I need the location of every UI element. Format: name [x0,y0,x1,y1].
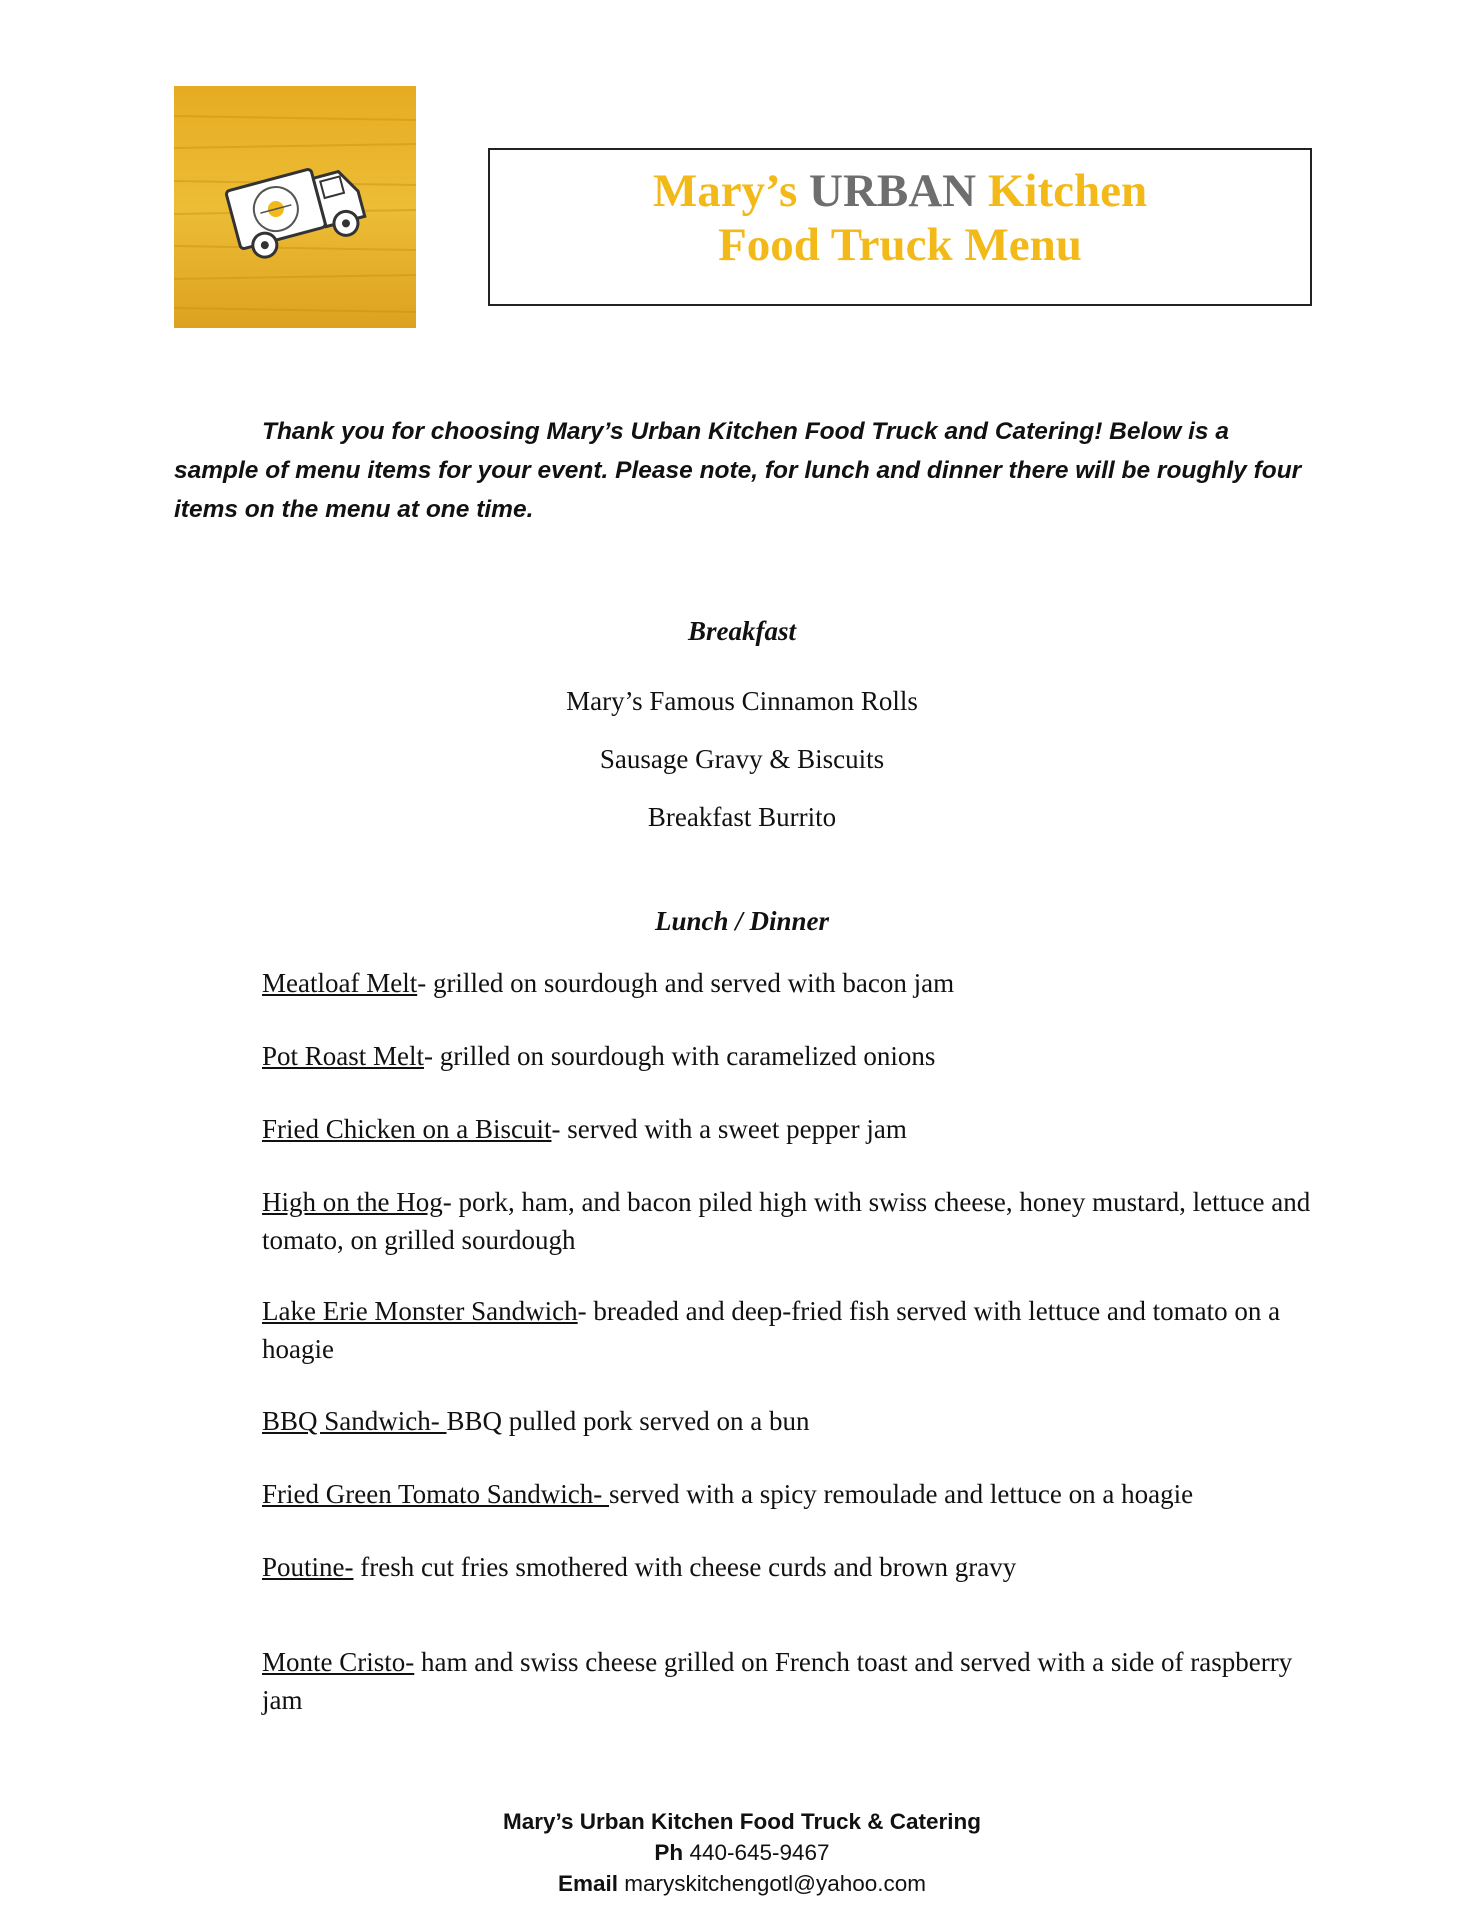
food-truck-icon [174,86,416,328]
menu-item-fried-green-tomato [262,1475,1322,1513]
footer-email-line [0,1868,1484,1899]
breakfast-item: Mary’s Famous Cinnamon Rolls [566,686,918,716]
menu-item-fried-chicken [262,1110,1322,1148]
footer-phone-label: Ph [654,1840,684,1865]
menu-item-name: Fried Green Tomato Sandwich- [262,1479,610,1509]
menu-item-desc: served with a spicy remoulade and lettuce on a hoagie [609,1479,1194,1509]
menu-item-bbq-sandwich [262,1402,1322,1440]
menu-item-monte-cristo [262,1643,1322,1719]
footer [0,1806,1484,1899]
menu-item-name: High on the Hog [262,1187,443,1217]
menu-item-name: Monte Cristo- [262,1647,415,1677]
logo [174,86,416,328]
menu-item-desc: - breaded and deep-fried fish served with lettuce and tomato on a hoagie [262,1296,1281,1364]
footer-email[interactable]: maryskitchengotl@yahoo.com [624,1871,926,1896]
menu-item-pot-roast-melt [262,1037,1322,1075]
breakfast-heading: Breakfast [688,616,796,646]
footer-email-label: Email [557,1871,619,1896]
menu-item-name: Fried Chicken on a Biscuit [262,1114,552,1144]
breakfast-item: Sausage Gravy & Biscuits [599,744,885,774]
title-box [488,148,1312,306]
page-title-line2: Food Truck Menu [718,219,1082,271]
menu-item-meatloaf-melt [262,964,1322,1002]
title-marys: Mary’s [652,165,798,217]
menu-item-name: Pot Roast Melt [262,1041,425,1071]
menu-item-desc: - grilled on sourdough and served with bacon jam [417,968,955,998]
menu-item-name: BBQ Sandwich- [262,1406,447,1436]
menu-item-desc: - grilled on sourdough with caramelized onions [424,1041,936,1071]
footer-business-name: Mary’s Urban Kitchen Food Truck & Catering [503,1809,981,1834]
menu-item-name: Lake Erie Monster Sandwich [262,1296,578,1326]
menu-item-desc: ham and swiss cheese grilled on French toast and served with a side of raspberry jam [262,1647,1293,1715]
menu-item-desc: fresh cut fries smothered with cheese curds and brown gravy [353,1552,1017,1582]
menu-item-desc: - pork, ham, and bacon piled high with swiss cheese, honey mustard, lettuce and tomato, on grilled sourdough [262,1187,1311,1255]
menu-item-name: Meatloaf Melt [262,968,418,998]
intro-paragraph: Thank you for choosing Mary’s Urban Kitchen Food Truck and Catering! Below is a sample of menu items for your event. Please note, for lunch and dinner there will be roughly four items on the menu at one time. [174,418,1302,523]
title-urban: URBAN [809,165,977,217]
menu-item-high-on-the-hog [262,1183,1322,1259]
page-title-line1 [490,164,1310,218]
breakfast-list [0,672,1484,846]
breakfast-item: Breakfast Burrito [647,802,837,832]
menu-item-desc: - served with a sweet pepper jam [551,1114,907,1144]
menu-item-lake-erie-monster [262,1292,1322,1368]
lunch-dinner-heading: Lunch / Dinner [654,906,830,936]
title-kitchen: Kitchen [987,165,1148,217]
footer-phone: 440-645-9467 [689,1840,830,1865]
menu-item-desc: BBQ pulled pork served on a bun [446,1406,810,1436]
menu-item-name: Poutine- [262,1552,354,1582]
menu-item-poutine [262,1548,1322,1586]
footer-phone-line [0,1837,1484,1868]
